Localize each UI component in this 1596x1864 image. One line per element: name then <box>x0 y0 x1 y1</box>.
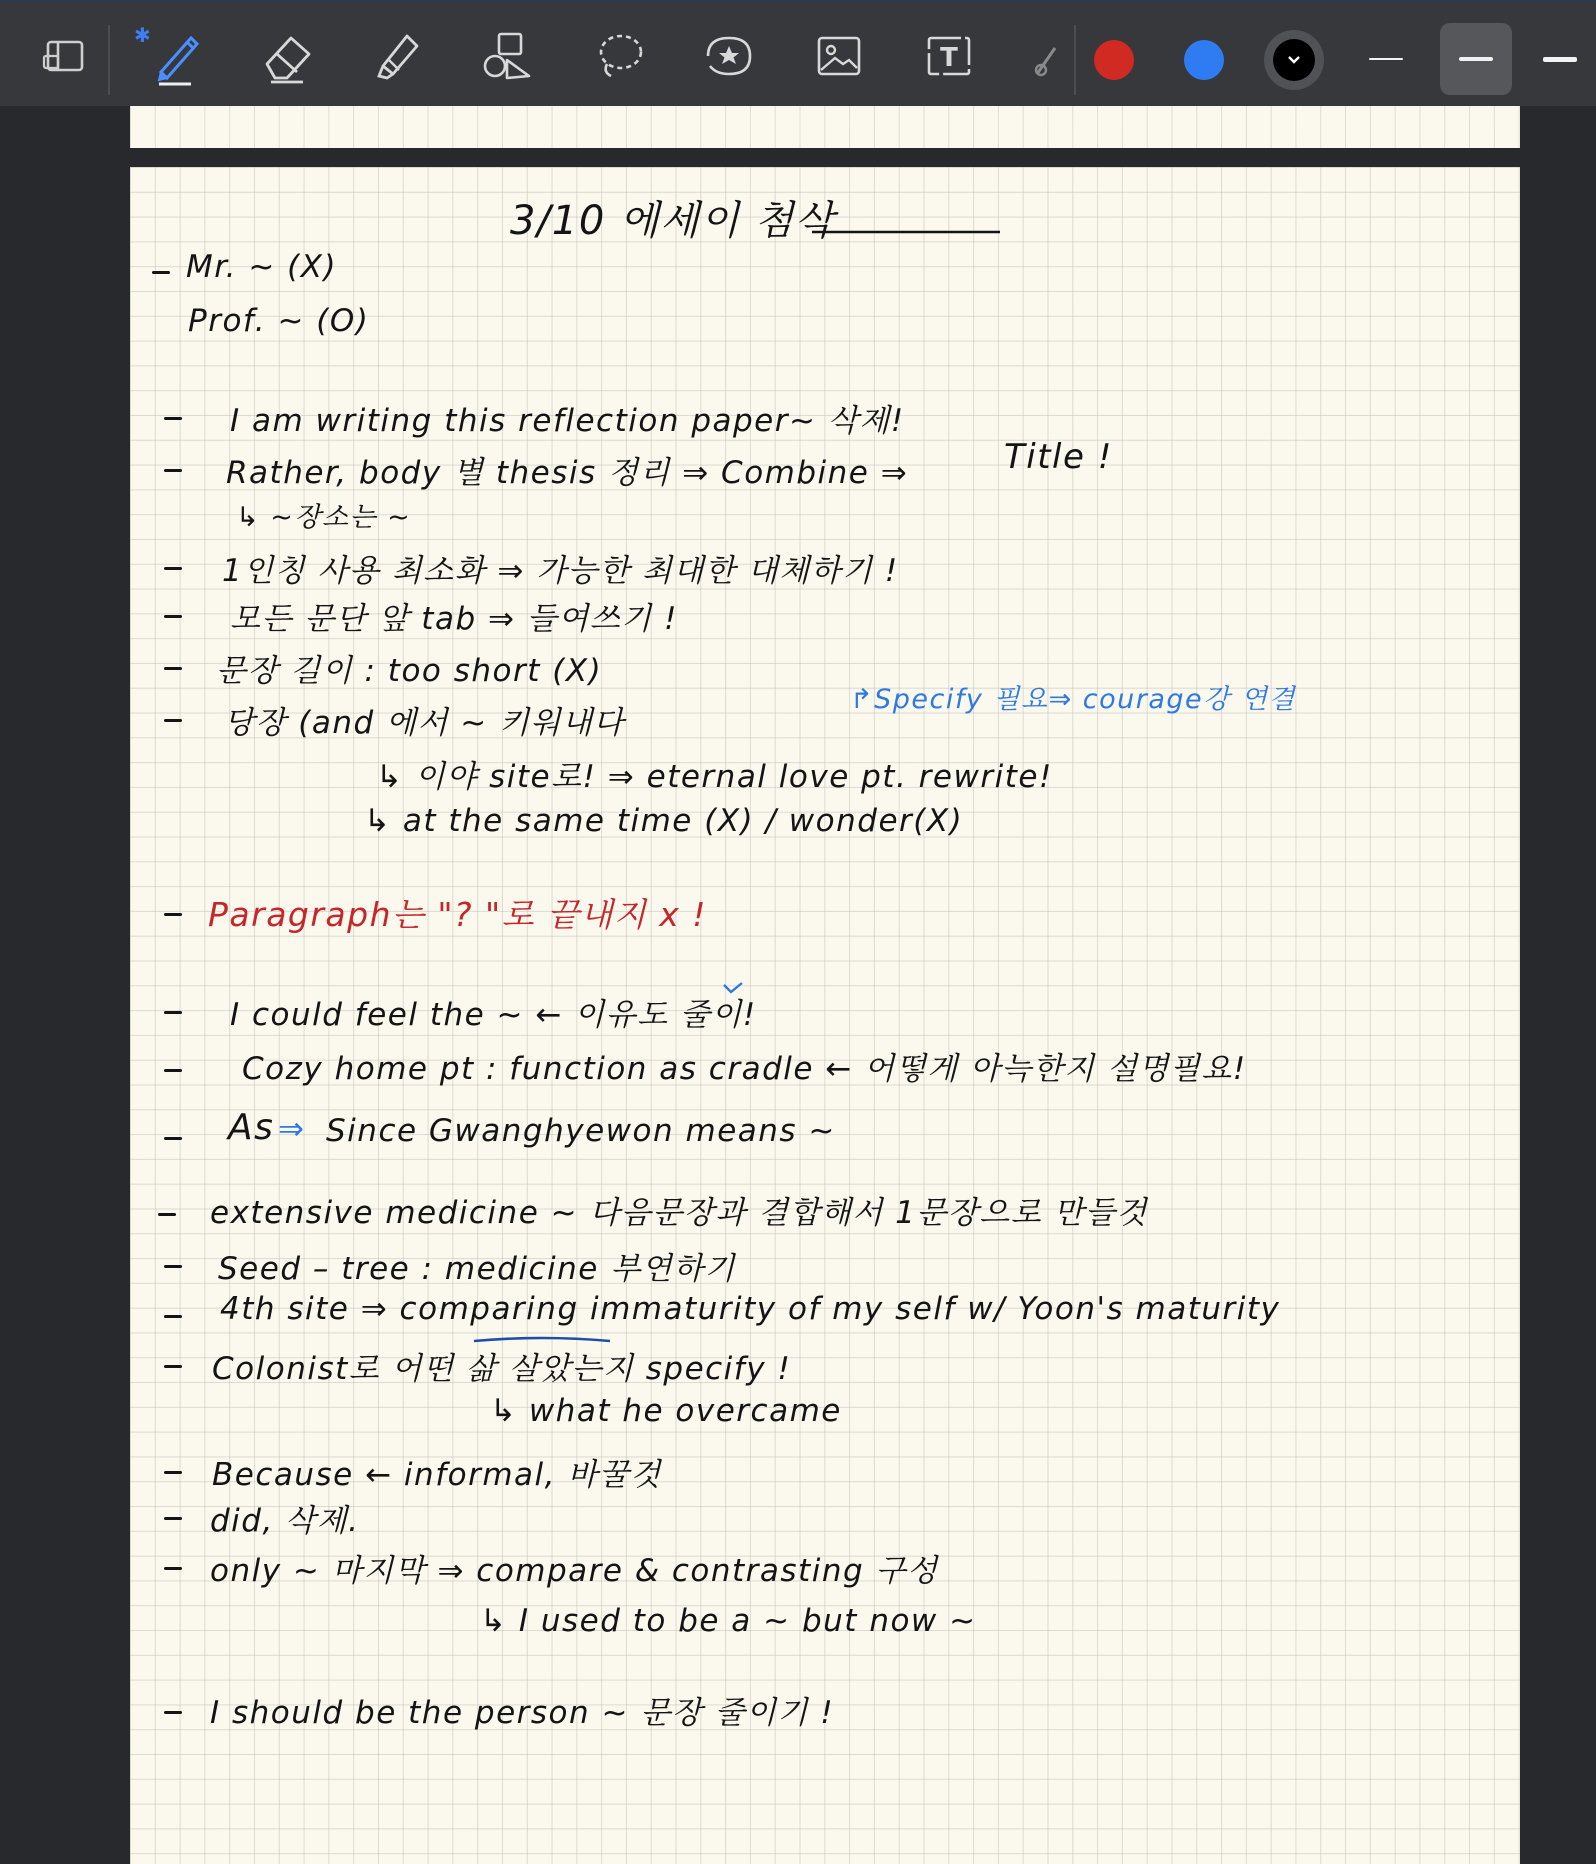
note-line: Because ← informal, 바꿀것 <box>212 1457 662 1493</box>
note-line: Cozy home pt : function as cradle ← 어떻게 아늑한지 설명필요! <box>242 1051 1247 1087</box>
toolbar-divider <box>1074 25 1076 95</box>
shapes-tool-button[interactable] <box>472 21 542 91</box>
shapes-icon <box>477 26 537 86</box>
lasso-tool-button[interactable] <box>584 21 654 91</box>
bullet-dash <box>164 1011 182 1014</box>
bullet-dash <box>152 271 170 274</box>
eraser-tool-button[interactable] <box>252 21 322 91</box>
laser-pointer-icon <box>1015 26 1075 86</box>
note-line: ↳ I used to be a ~ but now ~ <box>480 1603 977 1639</box>
bluetooth-icon: ✱ <box>134 23 151 47</box>
bullet-dash <box>164 1315 182 1318</box>
note-line: Seed – tree : medicine 부연하기 <box>218 1251 736 1287</box>
note-line: ↳ what he overcame <box>490 1393 842 1429</box>
stroke-thin-button[interactable] <box>1350 23 1422 95</box>
bullet-dash <box>164 719 182 722</box>
bullet-dash <box>164 615 182 618</box>
bullet-dash <box>164 1069 182 1072</box>
toolbar <box>0 0 1596 106</box>
lasso-icon <box>589 26 649 86</box>
note-line: Rather, body 별 thesis 정리 ⇒ Combine ⇒ <box>226 455 909 491</box>
chevron-down-icon <box>1287 55 1301 65</box>
previous-page[interactable] <box>130 106 1520 148</box>
bullet-dash <box>164 1265 182 1268</box>
pen-tool-button[interactable] <box>142 21 212 91</box>
note-line: Mr. ~ (X) <box>186 249 338 285</box>
note-line-red: Paragraph는 "? "로 끝내지 x ! <box>208 895 707 934</box>
bullet-dash <box>164 1471 182 1474</box>
text-box-tool-button[interactable] <box>914 21 984 91</box>
note-line: ↳ ~장소는 ~ <box>236 502 412 533</box>
page-layout-button[interactable] <box>30 21 100 91</box>
bullet-dash <box>164 667 182 670</box>
bullet-dash <box>164 1711 182 1714</box>
laser-pointer-tool-button[interactable] <box>1010 21 1080 91</box>
bullet-dash <box>164 417 182 420</box>
check-mark <box>722 981 744 995</box>
bullet-dash <box>164 1517 182 1520</box>
note-line: ↳ 이야 site로! ⇒ eternal love pt. rewrite! <box>376 759 1053 795</box>
note-line: As <box>228 1107 275 1148</box>
pen-icon <box>147 26 207 86</box>
note-line: 모든 문단 앞 tab ⇒ 들여쓰기 ! <box>230 601 678 637</box>
bullet-dash <box>164 1567 182 1570</box>
note-title: 3/10 에세이 첨삭 <box>510 198 835 244</box>
sticker-icon <box>698 26 760 86</box>
bullet-dash <box>164 567 182 570</box>
svg-text:T: T <box>940 43 958 73</box>
image-icon <box>809 26 869 86</box>
highlighter-icon <box>367 26 427 86</box>
bullet-dash <box>164 913 182 916</box>
note-line: I should be the person ~ 문장 줄이기 ! <box>210 1695 835 1731</box>
bullet-dash <box>164 1137 182 1140</box>
bullet-dash <box>164 469 182 472</box>
note-line: only ~ 마지막 ⇒ compare & contrasting 구성 <box>210 1553 939 1589</box>
toolbar-divider <box>108 25 110 95</box>
note-line: 문장 길이 : too short (X) <box>216 653 603 689</box>
note-line: Prof. ~ (O) <box>188 303 370 339</box>
note-arrow-blue: ⇒ <box>278 1111 306 1147</box>
note-line: 당장 (and 에서 ~ 키워내다 <box>224 705 625 741</box>
sticker-tool-button[interactable] <box>694 21 764 91</box>
stroke-medium-button[interactable] <box>1440 23 1512 95</box>
note-line: Title ! <box>1004 437 1113 477</box>
note-annotation-blue: ↱Specify 필요⇒ courage강 연결 <box>850 684 1296 715</box>
bullet-dash <box>164 1365 182 1368</box>
note-line: I could feel the ~ ← 이유도 줄이! <box>230 997 757 1033</box>
note-line: I am writing this reflection paper~ 삭제! <box>230 403 905 439</box>
color-red-swatch[interactable] <box>1094 40 1134 80</box>
eraser-icon <box>257 26 317 86</box>
note-line: Colonist로 어떤 삶 살았는지 specify ! <box>212 1351 792 1387</box>
note-line: extensive medicine ~ 다음문장과 결합해서 1문장으로 만들것 <box>210 1195 1148 1231</box>
note-line: ↳ at the same time (X) / wonder(X) <box>364 803 964 839</box>
note-line: 1인칭 사용 최소화 ⇒ 가능한 최대한 대체하기 ! <box>222 553 899 589</box>
note-page[interactable] <box>130 167 1520 1864</box>
page-layout-icon <box>40 34 90 78</box>
highlighter-tool-button[interactable] <box>362 21 432 91</box>
image-tool-button[interactable] <box>804 21 874 91</box>
note-line: did, 삭제. <box>210 1503 360 1539</box>
color-blue-swatch[interactable] <box>1184 40 1224 80</box>
color-black-swatch[interactable] <box>1264 30 1324 90</box>
note-line: Since Gwanghyewon means ~ <box>326 1113 836 1149</box>
title-underline <box>810 227 1010 237</box>
note-line: 4th site ⇒ comparing immaturity of my self w/ Yoon's maturity <box>220 1291 1281 1327</box>
text-box-icon <box>919 26 979 86</box>
bullet-dash <box>158 1213 176 1216</box>
stroke-thick-button[interactable] <box>1530 23 1590 95</box>
